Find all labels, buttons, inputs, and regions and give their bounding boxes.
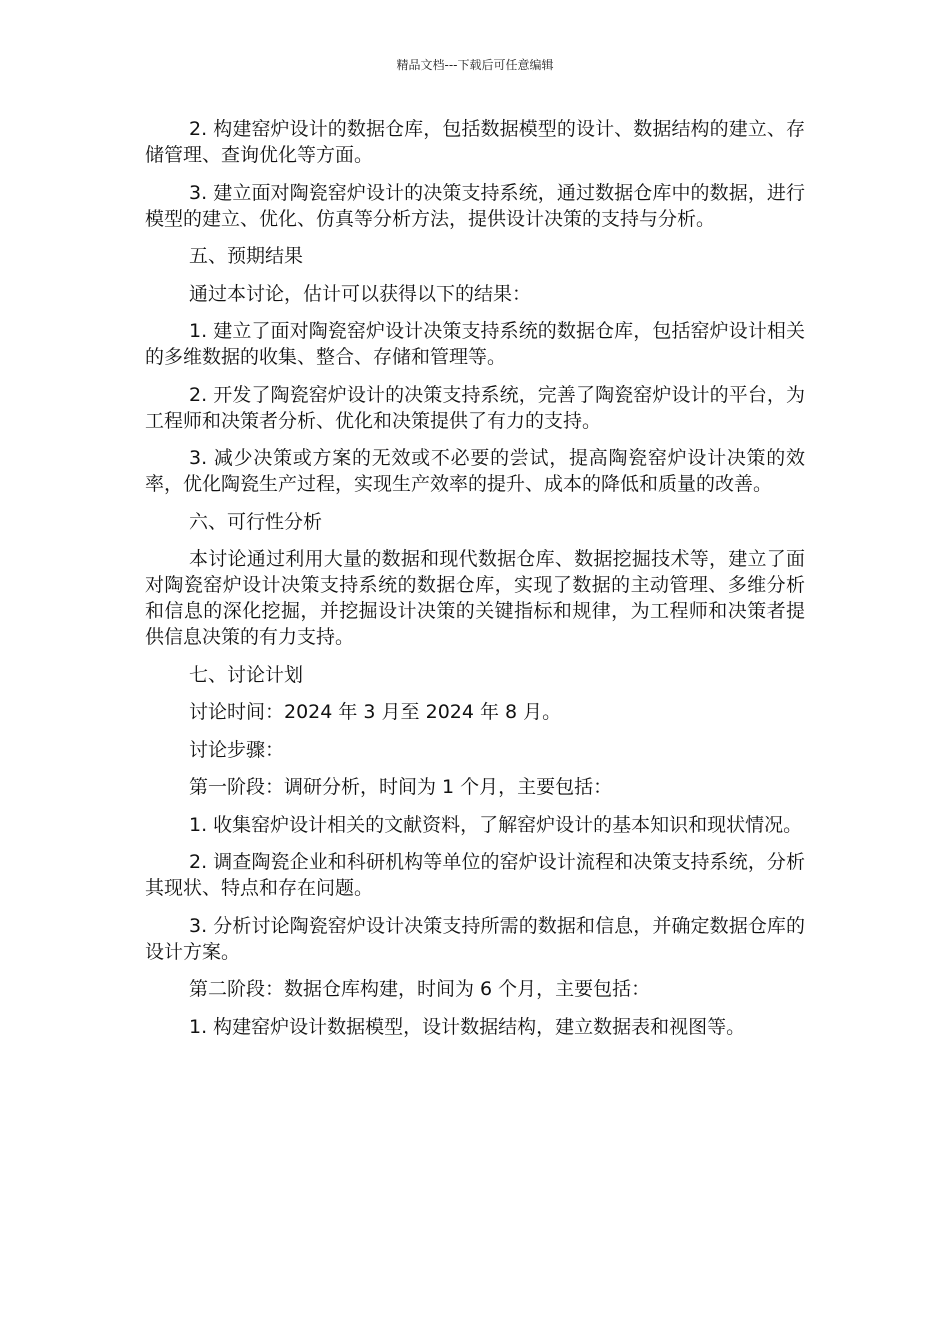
page-header: 精品文档---下载后可任意编辑: [396, 58, 554, 72]
paragraph-plan-time: 讨论时间：2024 年 3 月至 2024 年 8 月。: [189, 701, 562, 723]
paragraph-result-2: 2. 开发了陶瓷窑炉设计的决策支持系统，完善了陶瓷窑炉设计的平台，为工程师和决策者分析、优化和决策提供了有力的支持。: [145, 383, 805, 432]
section-heading-plan: 七、讨论计划: [189, 663, 304, 686]
paragraph-results-intro: 通过本讨论，估计可以获得以下的结果：: [189, 282, 532, 305]
paragraph-phase-2-item-1: 1. 构建窑炉设计数据模型，设计数据结构，建立数据表和视图等。: [189, 1015, 746, 1038]
section-heading-expected-results: 五、预期结果: [189, 245, 304, 267]
paragraph-phase-2: 第二阶段：数据仓库构建，时间为 6 个月，主要包括：: [189, 978, 651, 1000]
paragraph-warehouse-build: 2. 构建窑炉设计的数据仓库，包括数据模型的设计、数据结构的建立、存储管理、查询优化等方面。: [145, 118, 805, 166]
paragraph-phase-1-item-1: 1. 收集窑炉设计相关的文献资料，了解窑炉设计的基本知识和现状情况。: [189, 813, 803, 836]
paragraph-plan-steps: 讨论步骤：: [189, 738, 285, 761]
paragraph-phase-1-item-3: 3. 分析讨论陶瓷窑炉设计决策支持所需的数据和信息，并确定数据仓库的设计方案。: [145, 914, 805, 963]
paragraph-phase-1-item-2: 2. 调查陶瓷企业和科研机构等单位的窑炉设计流程和决策支持系统，分析其现状、特点和存在问题。: [145, 851, 805, 899]
paragraph-result-1: 1. 建立了面对陶瓷窑炉设计决策支持系统的数据仓库，包括窑炉设计相关的多维数据的收集、整合、存储和管理等。: [145, 320, 805, 368]
section-heading-feasibility: 六、可行性分析: [189, 510, 323, 533]
paragraph-feasibility: 本讨论通过利用大量的数据和现代数据仓库、数据挖掘技术等，建立了面对陶瓷窑炉设计决策支持系统的数据仓库，实现了数据的主动管理、多维分析和信息的深化挖掘，并挖掘设计决策的关键指标和规律，为工程师和决策者提供信息决策的有力支持。: [145, 548, 805, 648]
paragraph-result-3: 3. 减少决策或方案的无效或不必要的尝试，提高陶瓷窑炉设计决策的效率，优化陶瓷生产过程，实现生产效率的提升、成本的降低和质量的改善。: [145, 447, 805, 495]
document-body: [145, 116, 805, 1051]
paragraph-phase-1: 第一阶段：调研分析，时间为 1 个月，主要包括：: [189, 776, 613, 798]
paragraph-dss-build: 3. 建立面对陶瓷窑炉设计的决策支持系统，通过数据仓库中的数据，进行模型的建立、优化、仿真等分析方法，提供设计决策的支持与分析。: [145, 181, 805, 230]
